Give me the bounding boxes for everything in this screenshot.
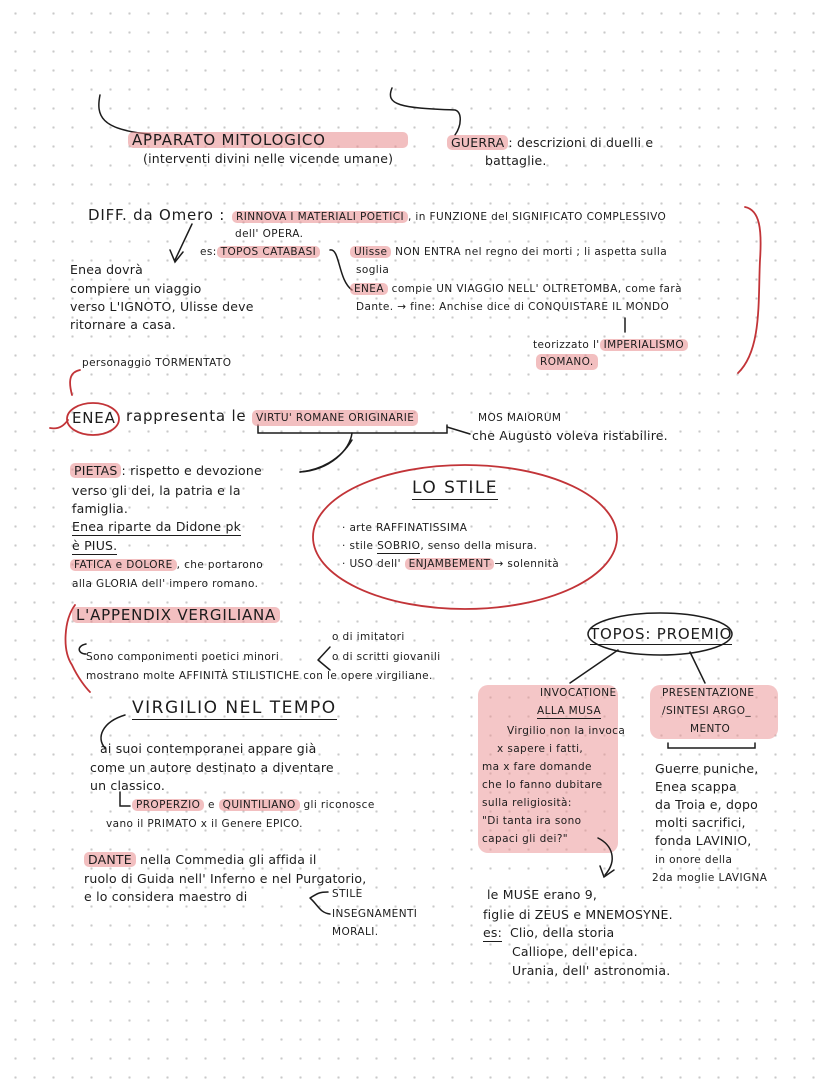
invocazione-line-1: Virgilio non la invoca [507,725,626,737]
stile-item-3 [342,556,559,572]
maestro-stile: STILE [332,888,363,900]
muse-es [483,925,502,941]
enea-viaggio-text: compie UN VIAGGIO NELL' OLTRETOMBA, come farà [387,283,682,295]
proemio-to-invocazione [570,650,618,683]
rinnova-line [232,209,666,225]
stile-item-3c: → solennità [494,558,560,570]
presentazione-title-3: MENTO [690,723,731,735]
stile-item-2a: · stile [342,540,378,552]
opera-line: dell' OPERA. [235,228,304,240]
muse-example-1: Clio, della storia [510,925,615,940]
mos-maiorum: MOS MAIORUM [478,412,562,424]
dante-text-1: nella Commedia gli affida il [135,852,317,867]
ulisse-line [350,244,667,260]
pietas-line-2: verso gli dei, la patria e la [72,483,241,498]
enea-viaggio-line [350,281,682,297]
stile-item-2 [342,538,537,554]
quintiliano: QUINTILIANO [219,799,300,811]
properzio-hook [120,792,130,806]
pietas-line-4 [72,519,241,535]
pietas-label: PIETAS [70,463,121,478]
presentazione-line-1: Guerre puniche, [655,761,759,776]
dante-line-3: e lo considera maestro di [84,889,248,904]
top-left-bracket [99,95,150,134]
muse-example-3: Urania, dell' astronomia. [512,963,671,978]
teorizzato-line [533,337,688,353]
personaggio-tormentato: personaggio TORMENTATO [82,357,232,369]
soglia-line: soglia [356,264,390,276]
diff-arrow-down [175,224,192,260]
guerra-description: : descrizioni di duelli e [508,135,654,150]
ulisse-label: Ulisse [350,246,391,258]
invocazione-line-3: ma x fare domande [482,761,592,773]
virtu-bracket [258,425,447,433]
personaggio-arrow [70,370,80,395]
muse-line-1: le MUSE erano 9, [487,887,598,902]
presentazione-line-3: da Troia e, dopo [655,797,758,812]
presentazione-title-1: PRESENTAZIONE [662,687,755,699]
dante-line-2: ruolo di Guida nell' Inferno e nel Purgatorio, [84,871,367,886]
fatica-label: FATICA e DOLORE [70,559,177,571]
appendix-line-1: Sono componimenti poetici minori [86,651,280,663]
stile-item-2c: , senso della misura. [420,540,538,552]
presentazione-line-5: fonda LAVINIO, [655,833,752,848]
verso-line: verso L'IGNOTO, Ulisse deve [70,299,254,314]
dante-line: Dante. → fine: Anchise dice di CONQUISTARE IL MONDO [356,301,670,313]
pietas-line-1 [70,463,262,479]
pietas-line-5 [72,538,117,554]
invocazione-line-4: che lo fanno dubitare [482,779,603,791]
stile-item-3a: · USO dell' [342,558,405,570]
top-right-bracket [390,88,460,135]
maestro-insegnamenti: INSEGNAMENTI [332,908,418,920]
invocazione-line-6: "Di tanta ira sono [482,815,582,827]
maestro-morali: MORALI. [332,926,379,938]
presentazione-line-7: 2da moglie LAVIGNA [652,872,768,884]
presentazione-line-4: molti sacrifici, [655,815,746,830]
invocazione-title-2 [537,703,601,719]
apparato-title: APPARATO MITOLOGICO [128,132,408,148]
stile-title [412,480,498,496]
augusto-arrow [447,427,470,434]
catabasi-branch [330,250,352,290]
properzio-line [132,797,375,813]
virgilio-title [132,700,337,716]
enea-dovra: Enea dovrà [70,262,143,277]
enea-circled: ENEA [72,409,116,427]
stile-sobrio: SOBRIO [377,540,421,552]
teorizzato-text: teorizzato l' [533,339,600,351]
stile-title-text: LO STILE [412,478,499,498]
properzio-e: e [204,799,219,811]
ritornare-line: ritornare a casa. [70,317,176,332]
invocazione-line-7: capaci gli dei?" [482,833,569,845]
proemio-title [590,626,732,642]
stile-enjambement: ENJAMBEMENT [405,558,495,570]
proemio-title-text: TOPOS: PROEMIO [590,625,733,643]
pietas-text-1: : rispetto e devozione [121,463,262,478]
appendix-line-2: mostrano molte AFFINITÀ STILISTICHE con le opere virgiliane. [86,670,433,682]
presentazione-title-2: /SINTESI ARGO_ [662,705,752,717]
invocazione-title-2-text: ALLA MUSA [537,705,602,717]
maestro-choice [310,892,330,914]
rinnova-highlight: RINNOVA I MATERIALI POETICI [232,211,408,223]
invocazione-line-2: x sapere i fatti, [497,743,584,755]
fatica-line [70,557,263,573]
invocazione-title-1: INVOCATIONE [540,687,617,699]
pietas-text-4: Enea riparte da Didone pk [72,519,242,534]
muse-line-2: figlie di ZEUS e MNEMOSYNE. [483,907,673,922]
guerra-label: GUERRA [447,135,508,150]
rinnova-continuation: , in FUNZIONE del SIGNIFICATO COMPLESSIVO [407,211,667,223]
dante-label: DANTE [84,852,136,867]
presentazione-line-2: Enea scappa [655,779,737,794]
catabasi-line [200,244,320,260]
diff-label: DIFF. da Omero : [88,206,226,224]
minori-choice [318,647,330,670]
invocazione-line-5: sulla religiosità: [482,797,572,809]
gloria-line: alla GLORIA dell' impero romano. [72,578,259,590]
virtu-to-pietas [300,433,352,472]
appendix-option-2: o di scritti giovanili [332,651,441,663]
muse-example-2: Calliope, dell'epica. [512,944,638,959]
virtu-to-stile [300,440,352,472]
diff-right-bracket [738,207,761,373]
virgilio-title-text: VIRGILIO NEL TEMPO [132,698,337,718]
es-prefix: es: [200,246,217,258]
primato-line: vano il PRIMATO x il Genere EPICO. [106,818,303,830]
muse-es-text: es: [483,925,503,940]
fatica-text: , che portarono [176,559,264,571]
rappresenta-text: rappresenta le [126,407,247,425]
muse-arrow [598,838,612,875]
guerra-line [447,135,653,151]
appendix-hook [79,644,86,654]
compiere-line: compiere un viaggio [70,281,202,296]
presentazione-bracket [668,743,755,748]
properzio: PROPERZIO [132,799,204,811]
virgilio-line-2: come un autore destinato a diventare [90,760,334,775]
presentazione-line-6: in onore della [655,854,733,866]
pietas-text-5: è PIUS. [72,538,118,553]
ulisse-text: NON ENTRA nel regno dei morti ; li aspetta sulla [391,246,668,258]
appendix-title: L'APPENDIX VERGILIANA [72,607,280,623]
enea-label: ENEA [350,283,388,295]
imperialismo-highlight: IMPERIALISMO [600,339,688,351]
virgilio-line-1: ai suoi contemporanei appare già [100,741,317,756]
stile-item-1: · arte RAFFINATISSIMA [342,522,468,534]
proemio-to-presentazione [690,652,705,683]
virtu-romane: VIRTU' ROMANE ORIGINARIE [252,410,418,426]
augusto-line: che Augusto voleva ristabilire. [472,428,668,443]
dante-line-1 [84,852,317,868]
virgilio-line-3: un classico. [90,778,165,793]
enea-circle-tail [50,420,68,428]
properzio-text: gli riconosce [299,799,375,811]
appendix-option-1: o di imitatori [332,631,405,643]
guerra-description-2: battaglie. [485,153,547,168]
apparato-description: (interventi divini nelle vicende umane) [143,151,394,166]
pietas-line-3: famiglia. [72,501,129,516]
romano-highlight: ROMANO. [536,354,598,370]
topos-catabasi: TOPOS CATABASI [217,246,321,258]
